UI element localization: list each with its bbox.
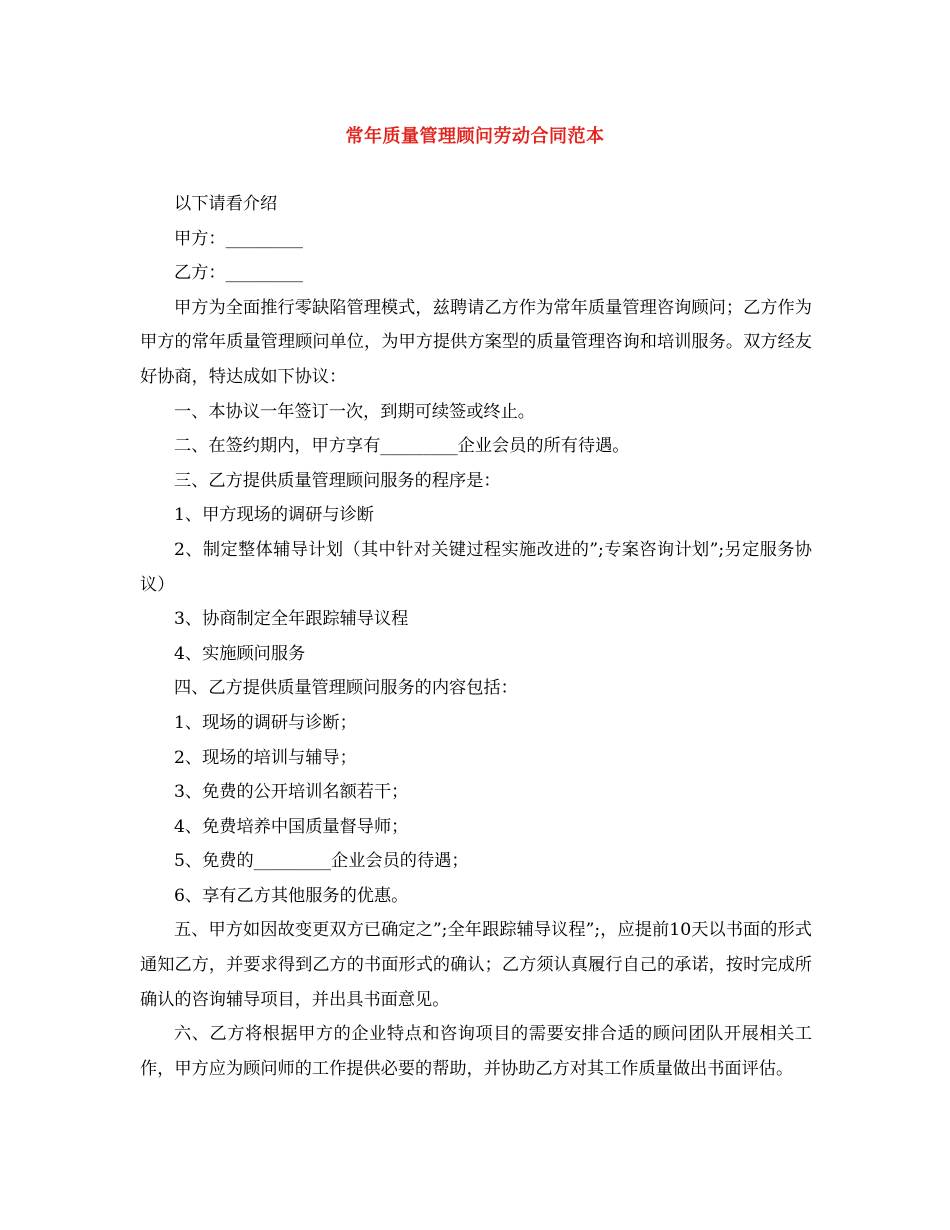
document-body bbox=[140, 187, 812, 1086]
clause-4-item-3: 3、免费的公开培训名额若干； bbox=[174, 782, 409, 803]
clause-3-heading: 三、乙方提供质量管理顾问服务的程序是： bbox=[174, 470, 501, 491]
clause-3-item-3: 3、协商制定全年跟踪辅导议程 bbox=[174, 609, 409, 630]
clause-4-item-5: 5、免费的_________企业会员的待遇； bbox=[174, 851, 469, 872]
clause-3-item-1: 1、甲方现场的调研与诊断 bbox=[174, 505, 374, 526]
clause-4-item-2: 2、现场的培训与辅导； bbox=[174, 747, 357, 768]
intro-line: 以下请看介绍 bbox=[174, 194, 278, 214]
clause-3-item-4: 4、实施顾问服务 bbox=[174, 643, 306, 664]
clause-5: 五、甲方如因故变更双方已确定之”;全年跟踪辅导议程”;，应提前10天以书面的形式通知乙方，并要求得到乙方的书面形式的确认；乙方须认真履行自己的承诺，按时完成所确认的咨询辅导项目，并出具书面意见。 bbox=[140, 920, 812, 1010]
preamble-paragraph: 甲方为全面推行零缺陷管理模式，兹聘请乙方作为常年质量管理咨询顾问；乙方作为甲方的常年质量管理顾问单位，为甲方提供方案型的质量管理咨询和培训服务。双方经友好协商，特达成如下协议： bbox=[140, 297, 812, 387]
party-b-line: 乙方：_________ bbox=[174, 263, 303, 284]
clause-4-item-6: 6、享有乙方其他服务的优惠。 bbox=[174, 885, 409, 906]
clause-3-item-2: 2、制定整体辅导计划（其中针对关键过程实施改进的”;专案咨询计划”;另定服务协议） bbox=[140, 539, 812, 595]
clause-2: 二、在签约期内，甲方享有_________企业会员的所有待遇。 bbox=[174, 436, 630, 457]
document-title: 常年质量管理顾问劳动合同范本 bbox=[345, 126, 605, 147]
clause-6: 六、乙方将根据甲方的企业特点和咨询项目的需要安排合适的顾问团队开展相关工作，甲方应为顾问师的工作提供必要的帮助，并协助乙方对其工作质量做出书面评估。 bbox=[140, 1024, 812, 1079]
clause-4-heading: 四、乙方提供质量管理顾问服务的内容包括： bbox=[174, 678, 518, 699]
party-a-line: 甲方：_________ bbox=[174, 228, 303, 249]
clause-4-item-4: 4、免费培养中国质量督导师； bbox=[174, 816, 409, 837]
clause-1: 一、本协议一年签订一次，到期可续签或终止。 bbox=[174, 401, 535, 422]
clause-4-item-1: 1、现场的调研与诊断； bbox=[174, 712, 357, 733]
